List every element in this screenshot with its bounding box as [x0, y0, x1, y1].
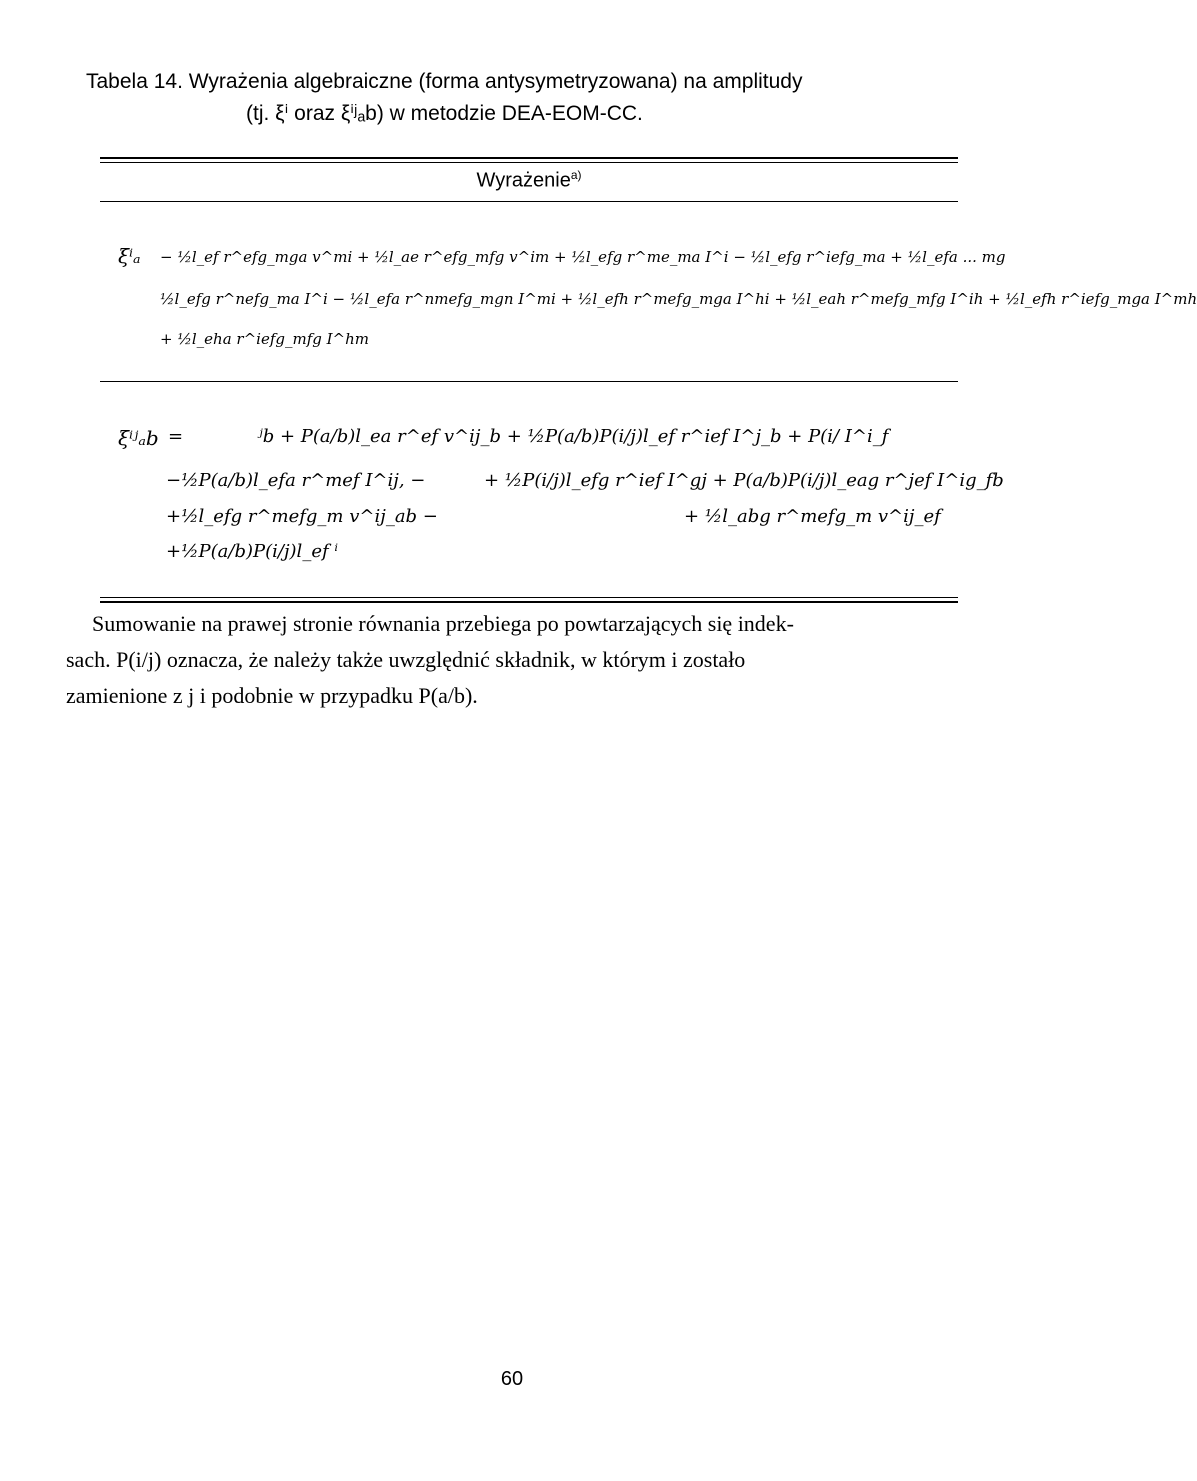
xi-ab-label: ξⁱʲₐb [118, 426, 159, 450]
table-caption [86, 66, 946, 130]
header-footnote-mark: a) [570, 168, 582, 182]
table-header [100, 168, 958, 193]
table-top-rule-2 [100, 162, 958, 163]
xi-a-line-3: + ½l_eha r^iefg_mfg I^hm [160, 330, 370, 348]
caption-line-1: Tabela 14. Wyrażenia algebraiczne (forma antysymetryzowana) na amplitudy [86, 70, 803, 93]
table-footnote [66, 606, 906, 714]
xi-ab-line-2b: + ½P(i/j)l_efg r^ief I^gj + P(a/b)P(i/j)l_eag r^jef I^ig_fb [484, 470, 1004, 491]
table-bottom-rule [100, 597, 958, 598]
xi-ab-line-3b: + ½l_abg r^mefg_m v^ij_ef [684, 506, 941, 527]
table-bottom-rule-2 [100, 601, 958, 603]
table-top-rule [100, 157, 958, 159]
xi-ab-line-1: ʲb + P(a/b)l_ea r^ef v^ij_b + ½P(a/b)P(i/j)l_ef r^ief I^j_b + P(i/ I^i_f [258, 426, 889, 447]
footnote-line-1: Sumowanie na prawej stronie równania przebiega po powtarzających się indek- [92, 611, 794, 636]
footnote-line-2: sach. P(i/j) oznacza, że należy także uwzględnić składnik, w którym i zostało [66, 647, 746, 672]
header-label: Wyrażenie [476, 169, 571, 192]
row-separator-rule [100, 381, 958, 382]
xi-ab-line-2a: −½P(a/b)l_efa r^mef I^ij, − [166, 470, 426, 491]
header-rule [100, 201, 958, 202]
xi-ab-line-3a: +½l_efg r^mefg_m v^ij_ab − [166, 506, 438, 527]
xi-ab-line-4: +½P(a/b)P(i/j)l_ef ⁱ [166, 541, 338, 562]
xi-ab-equals: = [168, 426, 184, 447]
caption-line-2: (tj. ξⁱ oraz ξⁱʲₐb) w metodzie DEA-EOM-CC. [246, 102, 643, 125]
xi-a-line-2: ½l_efg r^nefg_ma I^i − ½l_efa r^nmefg_mgn I^mi + ½l_efh r^mefg_mga I^hi + ½l_eah r^mefg_mfg I^ih + ½l_efh r^iefg_mga I^mh [160, 290, 1197, 308]
page-number: 60 [500, 1368, 524, 1390]
footnote-line-3: zamienione z j i podobnie w przypadku P(a/b). [66, 683, 478, 708]
xi-a-line-1: − ½l_ef r^efg_mga v^mi + ½l_ae r^efg_mfg v^im + ½l_efg r^me_ma I^i − ½l_efg r^iefg_ma + ½l_efa ... mg [160, 248, 1006, 266]
xi-a-label: ξⁱₐ [118, 244, 141, 268]
